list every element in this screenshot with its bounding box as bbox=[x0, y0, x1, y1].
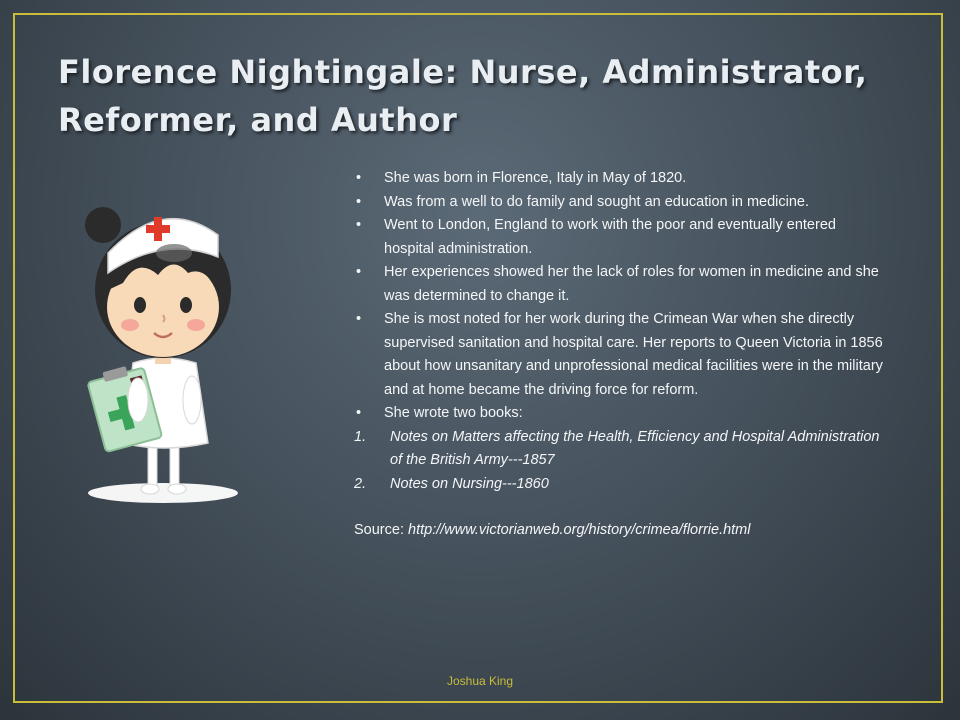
book-item bbox=[354, 426, 884, 473]
list-item: • She is most noted for her work during the Crimean War when she directly supervised sanitation and hospital care. Her reports to Queen Victoria in 1856 about how unsanitary and unprofessional medical facilities were in the military and at home became the driving force for reform. bbox=[354, 308, 884, 402]
source-url: http://www.victorianweb.org/history/crimea/florrie.html bbox=[408, 522, 751, 538]
book-item bbox=[354, 473, 884, 497]
source-citation bbox=[354, 519, 884, 543]
book-title: Notes on Matters affecting the Health, Efficiency and Hospital Administration of the British Army---1857 bbox=[390, 428, 880, 468]
slide-title: Florence Nightingale: Nurse, Administrator, Reformer, and Author bbox=[58, 53, 868, 139]
fact-list bbox=[354, 167, 884, 426]
slide-footer: Joshua King bbox=[446, 674, 514, 688]
nurse-cartoon-icon bbox=[78, 195, 248, 510]
list-item: • Went to London, England to work with the poor and eventually entered hospital administration. bbox=[354, 214, 884, 261]
book-number: 2. bbox=[354, 475, 367, 492]
list-item: • She wrote two books: bbox=[354, 402, 884, 426]
book-list bbox=[354, 426, 884, 497]
slide-body bbox=[354, 167, 884, 543]
source-label: Source: bbox=[354, 522, 404, 538]
book-number: 1. bbox=[354, 428, 367, 445]
list-item: • Her experiences showed her the lack of roles for women in medicine and she was determined to change it. bbox=[354, 261, 884, 308]
book-title: Notes on Nursing---1860 bbox=[390, 475, 549, 492]
list-item: • Was from a well to do family and sought an education in medicine. bbox=[354, 191, 884, 215]
list-item: • She was born in Florence, Italy in May of 1820. bbox=[354, 167, 884, 191]
